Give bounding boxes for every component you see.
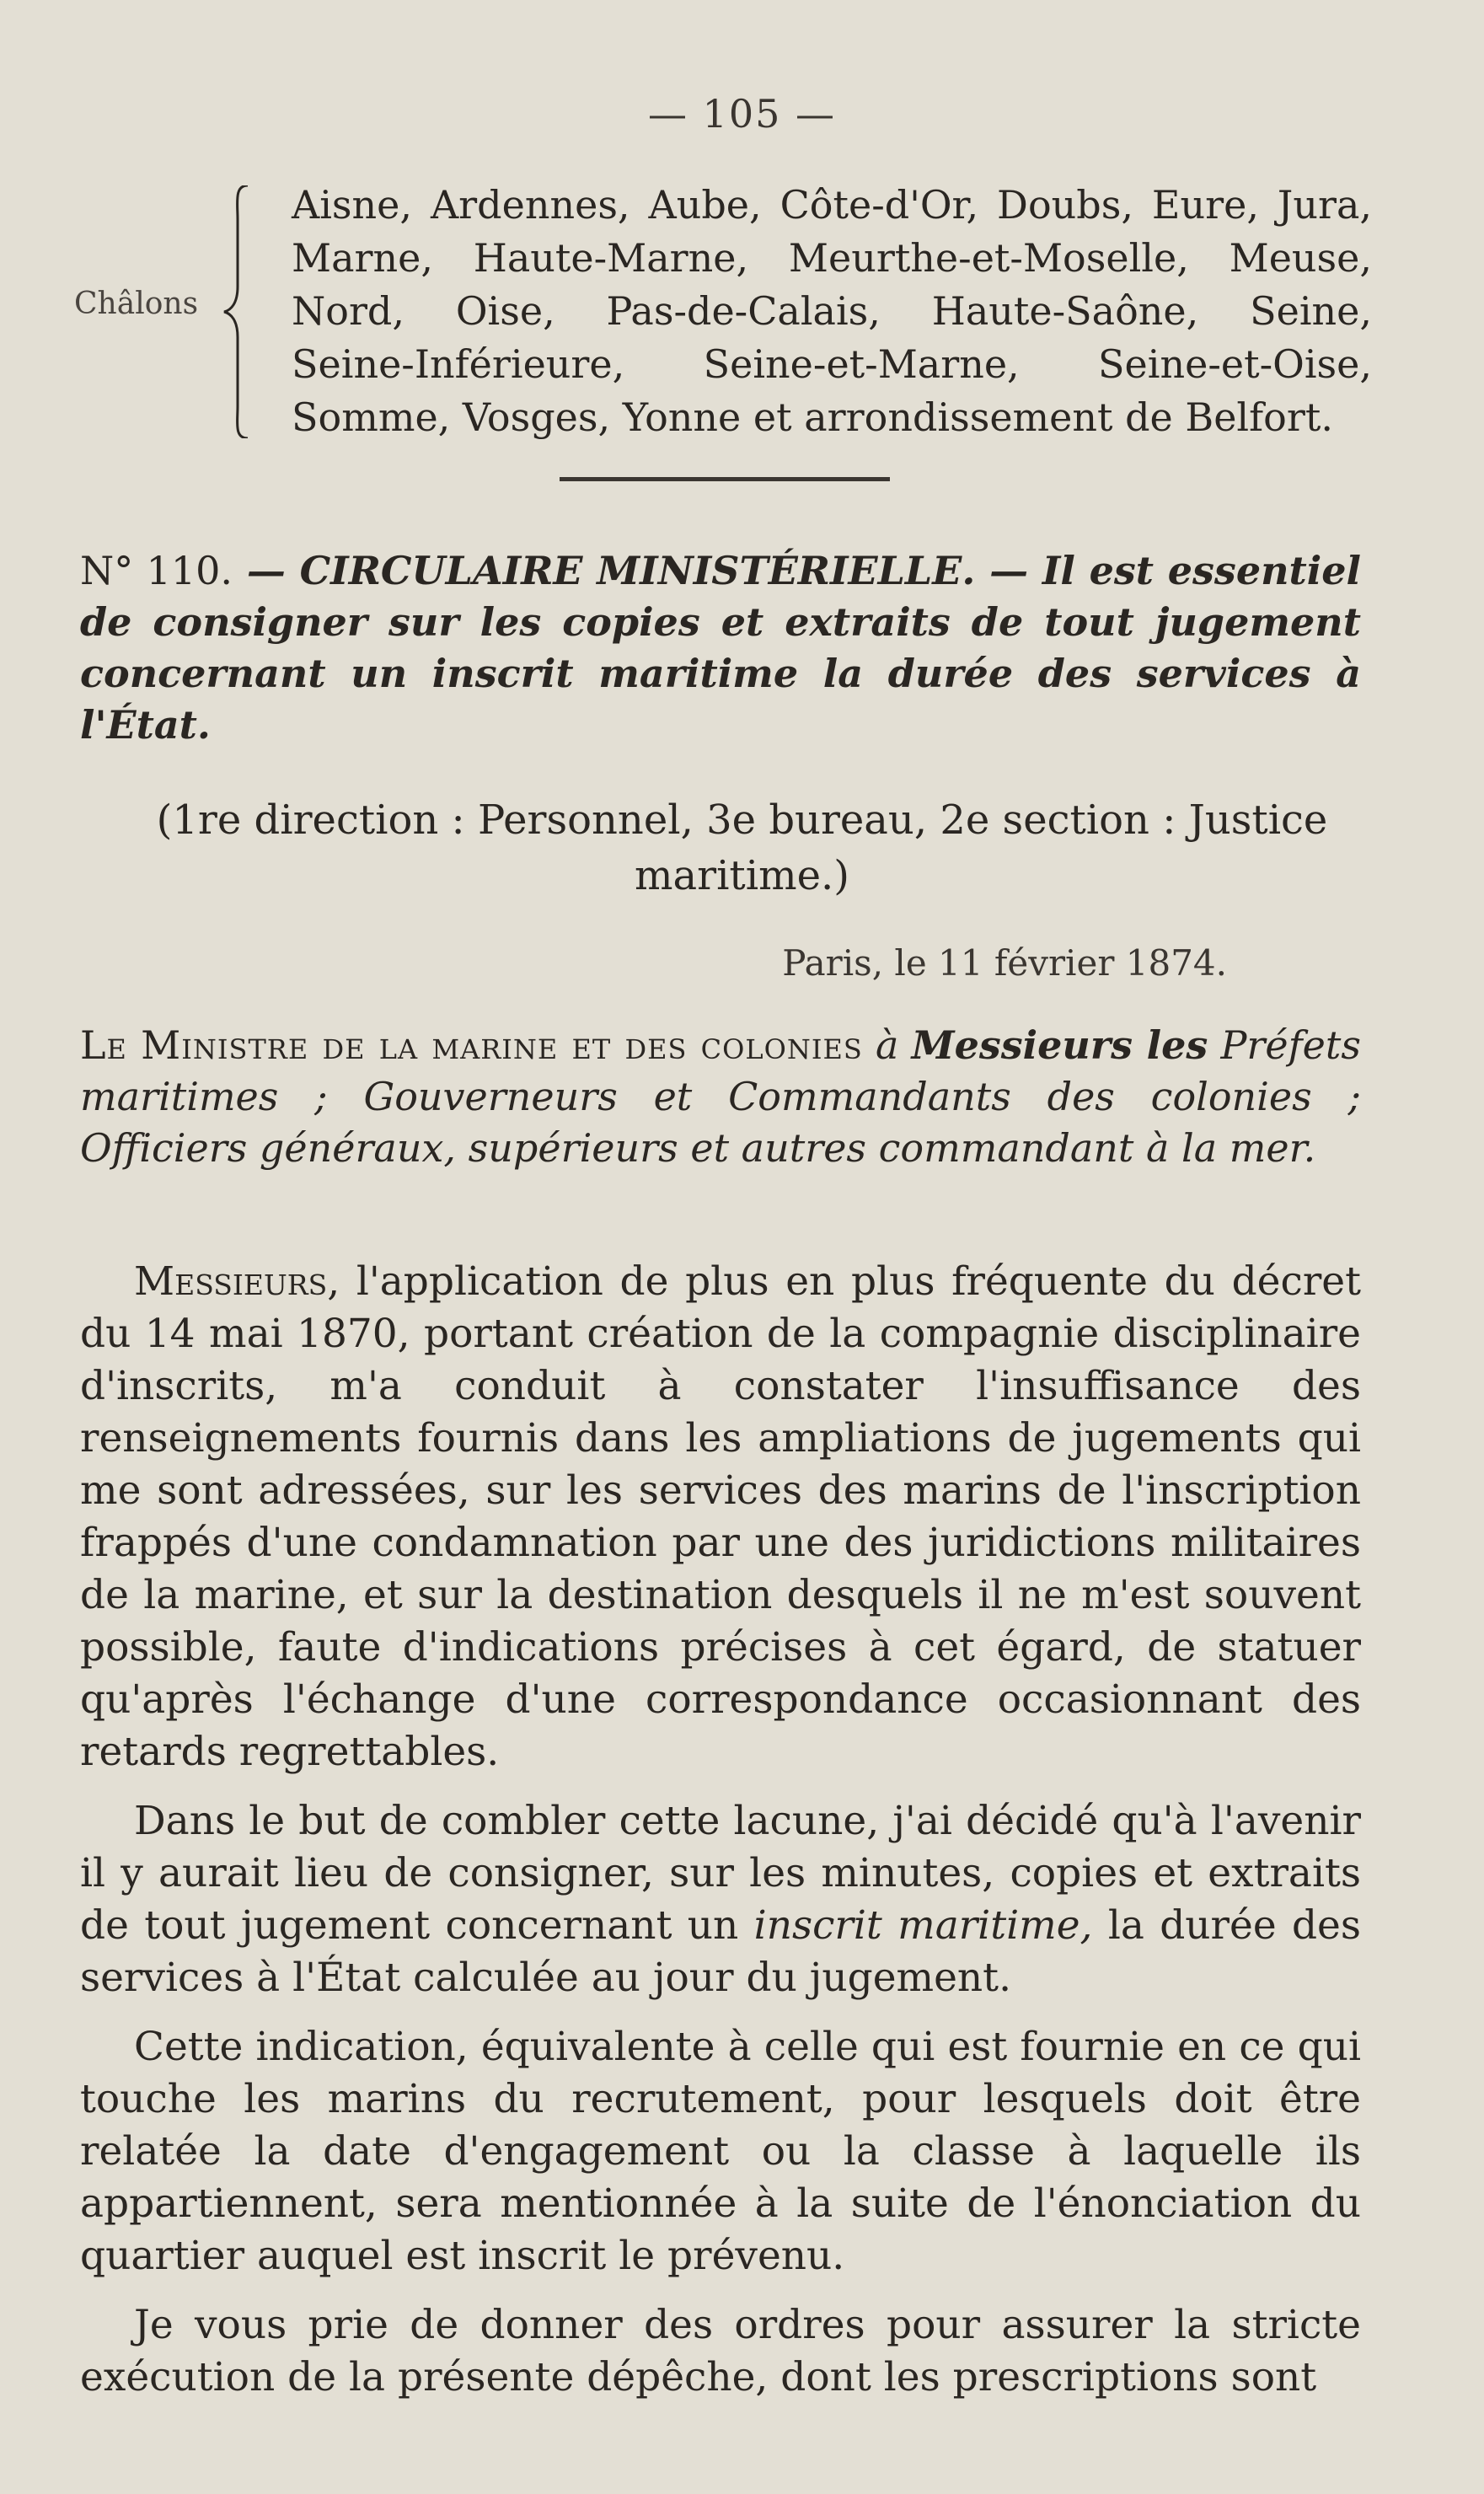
dateline: Paris, le 11 février 1874. xyxy=(782,942,1227,984)
circular-title: — CIRCULAIRE MINISTÉRIELLE. — Il est essentiel de consigner sur les copies et extraits de tout jugement concernant un inscrit maritime la durée des services à l'État. xyxy=(80,548,1362,748)
page-number: — 105 — xyxy=(647,91,837,137)
recipients: Préfets maritimes ; Gouverneurs et Commandants des colonies ; Officiers généraux, supérieurs et autres commandant à la mer. xyxy=(80,1022,1361,1171)
sender: Le Ministre de la marine et des colonies xyxy=(80,1022,863,1068)
paragraph-text: Dans le but de combler cette lacune, j'ai décidé qu'à l'avenir il y aurait lieu de consigner, sur les minutes, copies et extraits de tout jugement concernant un xyxy=(80,1798,1361,1949)
direction-line-1: (1re direction : Personnel, 3e bureau, 2e section : Justice xyxy=(156,796,1328,844)
paragraph-text: la durée des services à l'État calculée au jour du jugement. xyxy=(80,1902,1361,2001)
direction-line-2: maritime.) xyxy=(635,852,849,899)
brace-label: Châlons xyxy=(74,287,199,321)
letter-body xyxy=(80,1256,1361,2421)
emphasis-text: inscrit maritime, xyxy=(753,1902,1093,1949)
address-block xyxy=(80,1020,1361,1174)
address-to: à xyxy=(876,1022,899,1068)
circular-heading xyxy=(80,545,1361,751)
curly-brace-icon xyxy=(222,185,256,438)
paragraph: Je vous prie de donner des ordres pour assurer la stricte exécution de la présente dépêche, dont les prescriptions sont xyxy=(80,2302,1361,2400)
paragraph xyxy=(80,1256,1361,1778)
paragraph: Cette indication, équivalente à celle qui est fournie en ce qui touche les marins du recrutement, pour lesquels doit être relatée la date d'engagement ou la classe à laquelle ils appartiennent, sera mentionnée à la suite de l'énonciation du quartier auquel est inscrit le prévenu. xyxy=(80,2024,1361,2279)
paragraph-text: , l'application de plus en plus fréquente du décret du 14 mai 1870, portant création de la compagnie disciplinaire d'inscrits, m'a conduit à constater l'insuffisance des renseignements fournis dans les ampliations de jugements qui me sont adressées, sur les services des marins de l'inscription frappés d'une condamnation par une des juridictions militaires de la marine, et sur la destination desquels il ne m'est souvent possible, faute d'indications précises à cet égard, de statuer qu'après l'échange d'une correspondance occasionnant des retards regrettables. xyxy=(80,1258,1361,1775)
department-line: Seine-Inférieure, Seine-et-Marne, Seine-et-Oise, xyxy=(292,341,1372,387)
department-list xyxy=(292,179,1372,444)
department-line: Marne, Haute-Marne, Meurthe-et-Moselle, Meuse, xyxy=(292,235,1372,281)
section-divider xyxy=(560,477,890,481)
paragraph xyxy=(80,1795,1361,2004)
departments-brace-block xyxy=(74,179,1372,440)
department-line: Aisne, Ardennes, Aube, Côte-d'Or, Doubs, Eure, Jura, xyxy=(292,182,1372,228)
salutation: Messieurs xyxy=(134,1258,328,1305)
department-line: Nord, Oise, Pas-de-Calais, Haute-Saône, Seine, xyxy=(292,288,1372,334)
department-line: Somme, Vosges, Yonne et arrondissement de Belfort. xyxy=(292,394,1333,440)
circular-number: N° 110. xyxy=(80,548,233,593)
recipient-lead: Messieurs les xyxy=(911,1022,1208,1068)
direction-note xyxy=(0,792,1484,904)
